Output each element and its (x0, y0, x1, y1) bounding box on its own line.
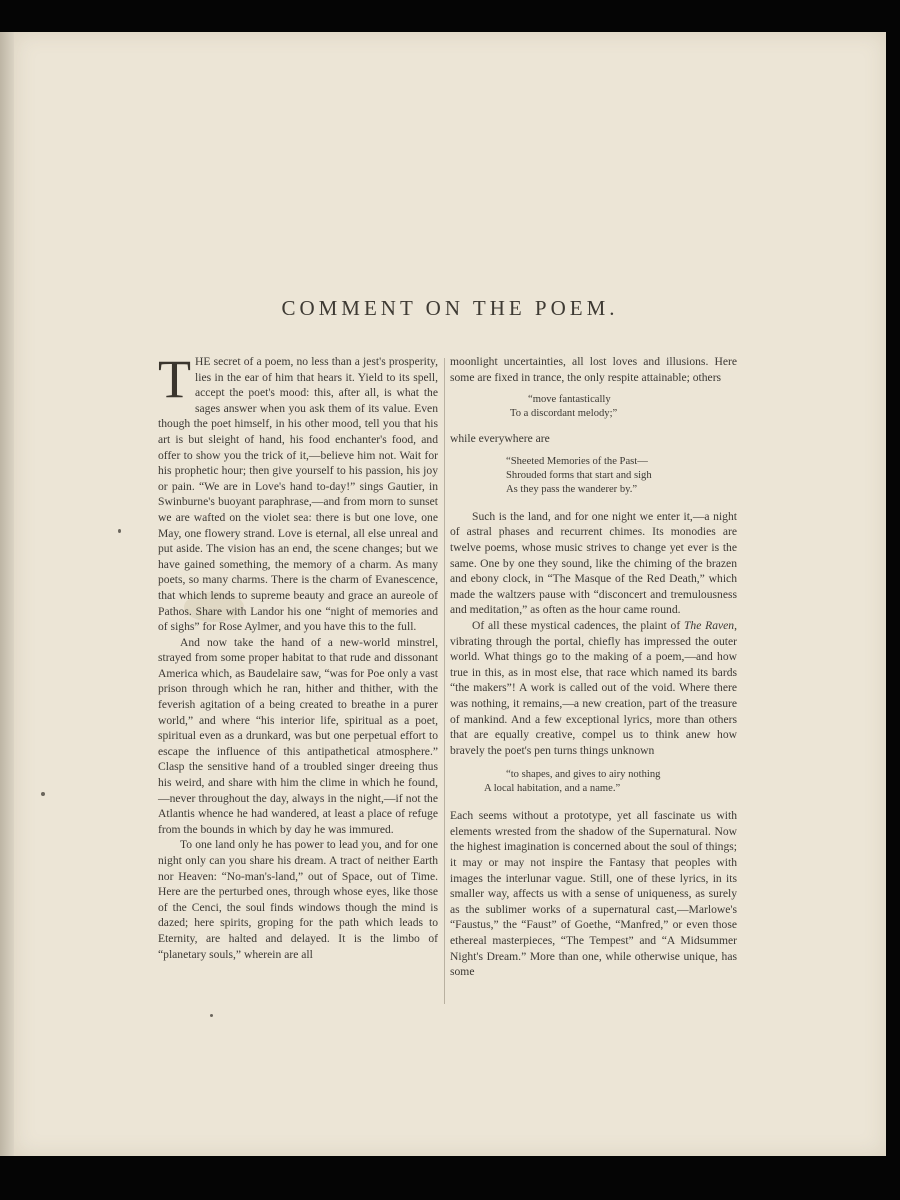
paragraph: And now take the hand of a new-world minstrel, strayed from some proper habitat to that rude and dissonant America which, as Baudelaire saw, “was for Poe only a vast prison through which he ran, hither and thither, with the feverish agitation of a being created to breathe in a purer world,” and where “his interior life, spiritual as a poet, spiritual even as a drunkard, was but one perpetual effort to escape the influence of this antipathetical atmosphere.” Clasp the sensitive hand of a troubled singer dreeing thus his weird, and share with him the clime in which he found,—never throughout the day, always in the night,—if not the Atlantis whence he had wandered, at least a place of refuge from the bounds in which by day he was immured. (158, 635, 438, 836)
paragraph: moonlight uncertainties, all lost loves and illusions. Here some are fixed in trance, the only respite attainable; others (450, 355, 737, 384)
paragraph-text: HE secret of a poem, no less than a jest's prosperity, lies in the ear of him that hears it. Yield to its spell, accept the poet's mood: this, after all, is what the sages answer when you ask them of its value. Even though the poet himself, in his other mood, tell you that his art is but sleight of hand, his food enchanter's food, and offer to show you the trick of it,—believe him not. Wait for his prophetic hour; then give yourself to his passion, his joy or pain. “We are in Love's hand to-day!” sings Gautier, in Swinburne's buoyant paraphrase,—and from morn to sunset we are wafted on the violet sea: there is but one love, one May, one flowery strand. Love is eternal, all else unreal and put aside. The vision has an end, the scene changes; but we have gained something, the memory of a charm. As many poets, so many charms. There is the charm of Evanescence, that which lends to supreme beauty and grace an aureole of Pathos. Share with Landor his one “night of memories and of sighs” for Rose Aylmer, and you have this to the full. (158, 355, 438, 634)
verse-line: To a discordant melody;” (510, 408, 618, 420)
verse-line: “Sheeted Memories of the Past— (506, 455, 648, 467)
left-column (158, 349, 438, 962)
paragraph: while everywhere are (450, 432, 550, 446)
verse-quote (484, 768, 737, 796)
poem-title: The Raven (683, 618, 735, 632)
paragraph: To one land only he has power to lead you, and for one night only can you share his dream. A tract of neither Earth nor Heaven: “No-man's-land,” out of Space, out of Time. Here are the perturbed ones, through whose eyes, like those of the Cenci, the soul finds windows though the mind is dazed; here spirits, groping for the path which leads to Eternity, are halted and delayed. It is the limbo of “planetary souls,” wherein are all (158, 838, 438, 961)
paragraph (450, 618, 737, 758)
paragraph: Each seems without a prototype, yet all fascinate us with elements wrested from the shadow of the Supernatural. Now the highest imagination is concerned about the soul of things; it may or may not inspire the Fantasy that peoples with images the interlunar vague. Still, one of these lyrics, in its smaller way, affects us with a sense of uniqueness, as surely as the sublimer works of a supernatural cast,—Marlowe's “Faustus,” the “Faust” of Goethe, “Manfred,” or even those ethereal masterpieces, “The Tempest” and “A Midsummer Night's Dream.” More than one, while otherwise unique, has some (450, 809, 737, 979)
drop-cap: T (158, 349, 191, 409)
verse-quote (506, 455, 737, 497)
page-title: COMMENT ON THE POEM. (281, 296, 619, 320)
right-column (450, 354, 737, 980)
verse-line: “move fantastically (528, 394, 611, 406)
verse-line: “to shapes, and gives to airy nothing (506, 769, 661, 781)
paragraph-text: Of all these mystical cadences, the plaint of (472, 618, 684, 632)
paragraph-text: , vibrating through the portal, chiefly has impressed the outer world. What things go to the making of a poem,—and how true in this, as in most else, that race which named its bards “the makers”! A work is called out of the void. Where there was nothing, it remains,—a new creation, part of the treasure of mankind. And a few exceptional lyrics, more than others that are equally creative, compel us to think anew how bravely the poet's pen turns things unknown (450, 618, 737, 757)
paragraph: Such is the land, and for one night we enter it,—a night of astral phases and recurrent chimes. Its monodies are twelve poems, whose music strives to change yet ever is the same. One by one they sound, like the chiming of the brazen and ebony clock, in “The Masque of the Red Death,” which made the waltzers pause with “disconcert and tremulousness and meditation,” as often as the hour came round. (450, 509, 737, 617)
verse-line: As they pass the wanderer by.” (506, 483, 638, 495)
book-page (14, 32, 886, 1156)
column-divider (444, 358, 445, 1004)
paragraph (158, 349, 438, 635)
verse-quote (510, 393, 737, 421)
verse-line: Shrouded forms that start and sigh (506, 469, 652, 481)
verse-line: A local habitation, and a name.” (484, 783, 621, 795)
